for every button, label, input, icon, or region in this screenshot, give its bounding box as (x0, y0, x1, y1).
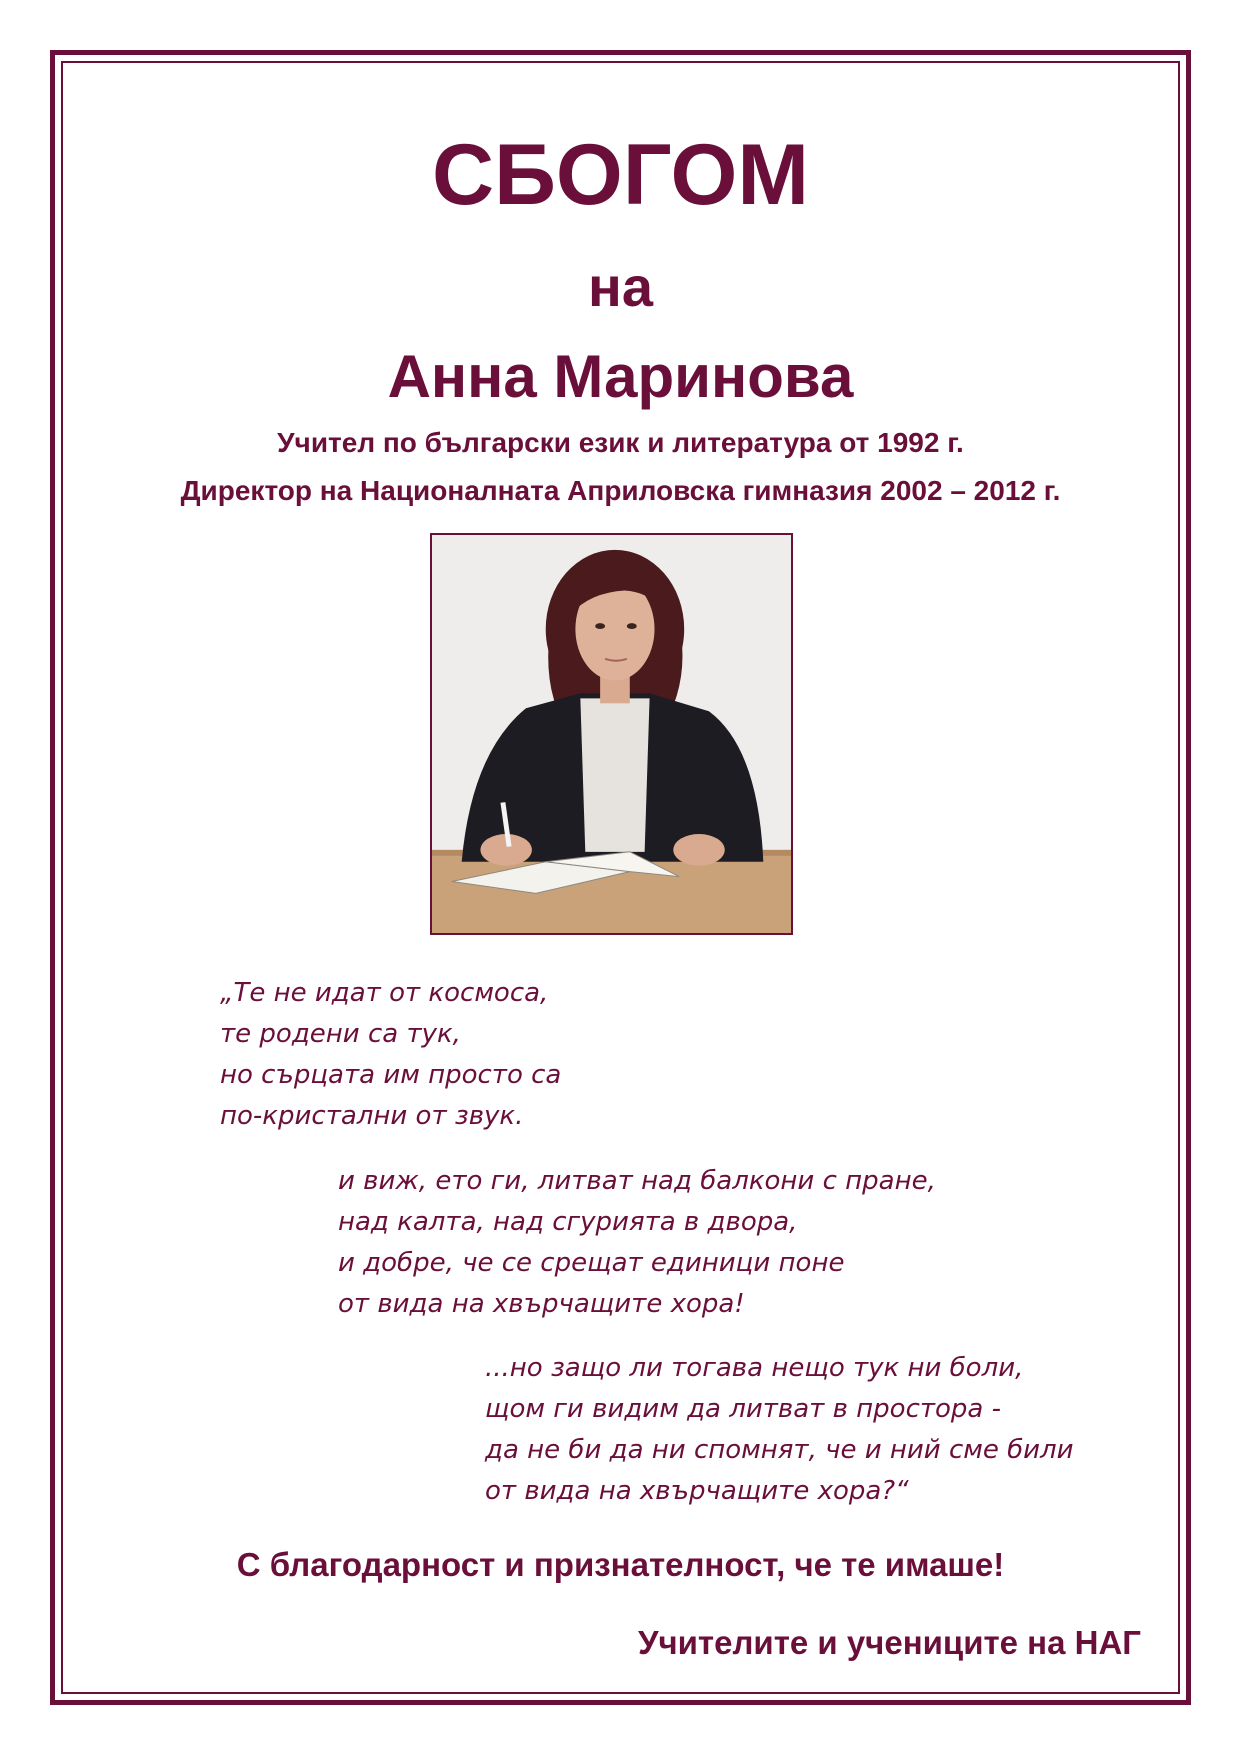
signature: Учителите и учениците на НАГ (637, 1624, 1141, 1661)
subtitle-teacher: Учител по български език и литература от 1992 г. (277, 427, 964, 458)
poem-line: ...но защо ли тогава нещо тук ни боли, (485, 1353, 1024, 1383)
poem-line: над калта, над сгурията в двора, (338, 1207, 798, 1237)
poem-line: „Те не идат от космоса, (220, 978, 549, 1008)
person-name: Анна Маринова (387, 343, 854, 410)
poem-line: щом ги видим да литват в простора - (485, 1394, 1002, 1424)
poem-stanza-1 (220, 973, 561, 1137)
poem-line: и виж, ето ги, литват над балкони с пране, (338, 1166, 936, 1196)
poem-stanza-3 (485, 1348, 1074, 1512)
poem-line: от вида на хвърчащите хора! (338, 1289, 745, 1319)
poem-stanza-2 (338, 1161, 936, 1325)
poem-line: но сърцата им просто са (220, 1060, 562, 1090)
poem-line: от вида на хвърчащите хора?“ (485, 1476, 909, 1506)
poem-line: да не би да ни спомнят, че и ний сме били (485, 1435, 1074, 1465)
thanks-message: С благодарност и признателност, че те имаше! (236, 1546, 1005, 1583)
poem-line: по-кристални от звук. (220, 1101, 524, 1131)
poem-line: те родени са тук, (220, 1019, 461, 1049)
portrait-photo (430, 533, 793, 935)
subtitle-director: Директор на Националната Априловска гимназия 2002 – 2012 г. (180, 475, 1061, 506)
title-connector: на (588, 255, 653, 318)
page-title: СБОГОМ (432, 127, 809, 223)
poem-line: и добре, че се срещат единици поне (338, 1248, 845, 1278)
portrait-photo-icon (432, 535, 791, 933)
